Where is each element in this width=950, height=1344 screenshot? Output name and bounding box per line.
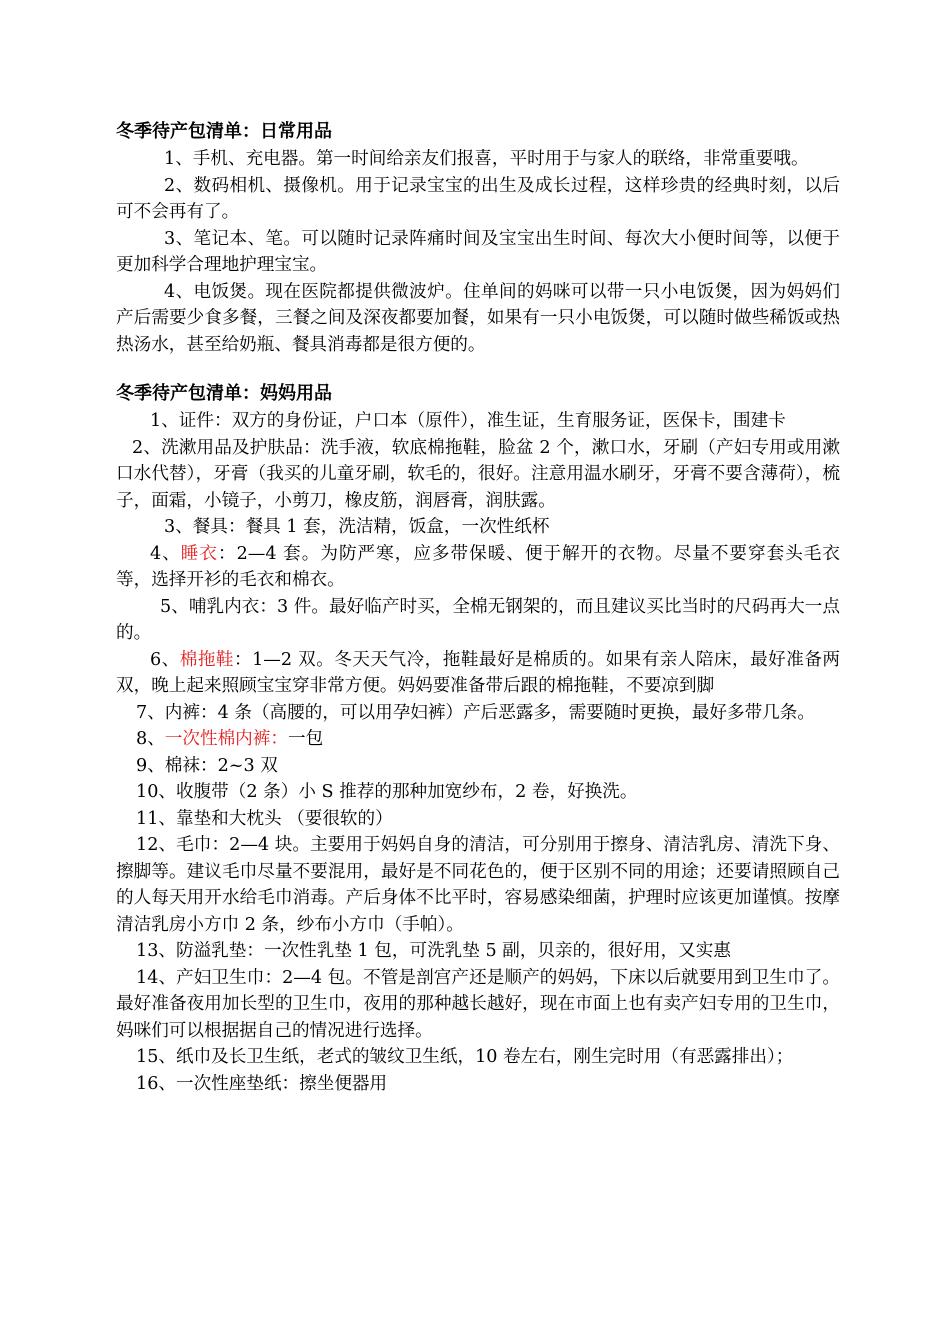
list-item: 2、数码相机、摄像机。用于记录宝宝的出生及成长过程，这样珍贵的经典时刻，以后可不会再有了。 [116, 175, 840, 222]
list-item: 14、产妇卫生巾：2—4 包。不管是剖宫产还是顺产的妈妈，下床以后就要用到卫生巾了。最好准备夜用加长型的卫生巾，夜用的那种越长越好，现在市面上也有卖产妇专用的卫生巾，妈咪们可以根据据自己的情况进行选择。 [116, 967, 840, 1041]
item-prefix: 6、 [150, 649, 180, 670]
list-item: 16、一次性座垫纸：擦坐便器用 [136, 1073, 388, 1094]
item-prefix: 8、 [136, 729, 165, 749]
list-item: 2、洗漱用品及护肤品：洗手液，软底棉拖鞋，脸盆 2 个，漱口水，牙刷（产妇专用或用漱口水代替），牙膏（我买的儿童牙刷，软毛的，很好。注意用温水刷牙，牙膏不要含薄荷），梳子，面霜，小镜子，小剪刀，橡皮筋，润唇膏，润肤露。 [116, 437, 840, 511]
highlight-text: 棉拖鞋 [179, 649, 234, 670]
list-item: 11、靠垫和大枕头 （要很软的） [136, 808, 393, 829]
highlight-text: 睡衣 [180, 543, 218, 564]
list-item: 1、证件：双方的身份证，户口本（原件），准生证，生育服务证，医保卡，围建卡 [150, 411, 786, 431]
list-item [116, 541, 840, 594]
list-item: 13、防溢乳垫：一次性乳垫 1 包，可洗乳垫 5 副，贝亲的，很好用，又实惠 [136, 941, 731, 961]
list-item: 3、餐具：餐具 1 套，洗洁精，饭盒，一次性纸杯 [164, 517, 550, 537]
list-item: 7、内裤：4 条（高腰的，可以用孕妇裤）产后恶露多，需要随时更换，最好多带几条。 [136, 702, 815, 723]
document-page [116, 118, 840, 1097]
list-item: 12、毛巾：2—4 块。主要用于妈妈自身的清洁，可分别用于擦身、清洁乳房、清洗下身、擦脚等。建议毛巾尽量不要混用，最好是不同花色的，便于区别不同的用途；还要请照顾自己的人每天用开水给毛巾消毒。产后身体不比平时，容易感染细菌，护理时应该更加谨慎。按摩清洁乳房小方巾 2 条，纱布小方巾（手帕）。 [116, 835, 840, 935]
list-item [116, 647, 840, 700]
list-item: 5、哺乳内衣：3 件。最好临产时买，全棉无钢架的，而且建议买比当时的尺码再大一点的。 [116, 596, 840, 643]
section-title-mom: 冬季待产包清单：妈妈用品 [116, 383, 332, 404]
list-item: 10、收腹带（2 条）小 S 推荐的那种加宽纱布，2 卷，好换洗。 [136, 782, 638, 802]
item-text: ：1—2 双。冬天天气冷，拖鞋最好是棉质的。如果有亲人陪床，最好准备两双，晚上起来照顾宝宝穿非常方便。妈妈要准备带后跟的棉拖鞋，不要凉到脚 [116, 649, 840, 696]
highlight-text: 一次性棉内裤： [164, 729, 288, 749]
list-item: 9、棉袜：2~3 双 [136, 755, 278, 776]
item-text: 一包 [287, 729, 324, 749]
list-item: 3、笔记本、笔。可以随时记录阵痛时间及宝宝出生时间、每次大小便时间等，以便于更加科学合理地护理宝宝。 [116, 228, 840, 275]
list-item: 4、电饭煲。现在医院都提供微波炉。住单间的妈咪可以带一只小电饭煲，因为妈妈们产后需要少食多餐，三餐之间及深夜都要加餐，如果有一只小电饭煲，可以随时做些稀饭或热热汤水，甚至给奶瓶、餐具消毒都是很方便的。 [116, 281, 840, 355]
item-text: ：2—4 套。为防严寒，应多带保暖、便于解开的衣物。尽量不要穿套头毛衣等，选择开衫的毛衣和棉衣。 [116, 543, 840, 590]
list-item: 15、纸巾及长卫生纸，老式的皱纹卫生纸，10 卷左右，刚生完时用（有恶露排出）； [136, 1047, 794, 1067]
section-title-daily: 冬季待产包清单：日常用品 [116, 121, 332, 142]
list-item [116, 726, 840, 753]
list-item: 1、手机、充电器。第一时间给亲友们报喜，平时用于与家人的联络，非常重要哦。 [164, 149, 809, 169]
item-prefix: 4、 [150, 543, 181, 564]
